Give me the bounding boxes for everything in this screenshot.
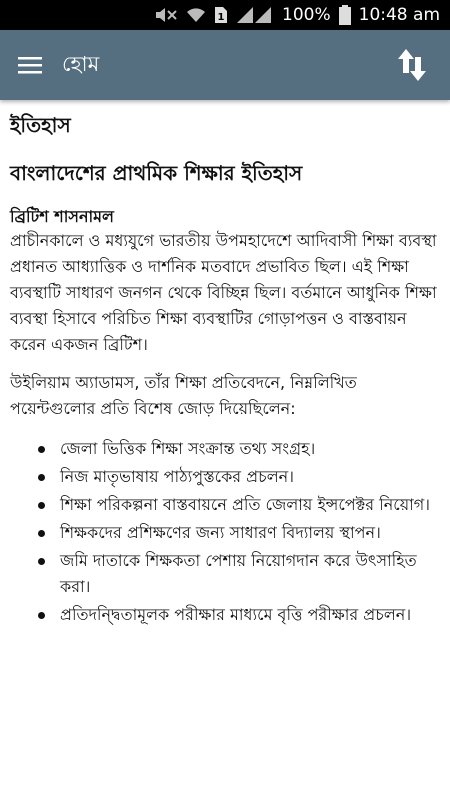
wifi-icon <box>186 6 206 24</box>
paragraph-adams: উইলিয়াম অ্যাডামস, তাঁর শিক্ষা প্রতিবেদনে, নিম্নলিখিত পয়েন্টগুলোর প্রতি বিশেষ জোড় দিয়েছিলেন: <box>10 373 357 418</box>
sub-heading: ব্রিটিশ শাসনামল <box>10 207 114 226</box>
list-item: প্রতিদন্দ্বিতামূলক পরীক্ষার মাধ্যমে বৃত্তি পরীক্ষার প্রচলন। <box>36 602 440 628</box>
clock-time: 10:48 am <box>358 5 440 25</box>
list-item: জমি দাতাকে শিক্ষকতা পেশায় নিয়োগদান করে উৎসাহিত করা। <box>36 548 440 600</box>
paragraph-intro: প্রাচীনকালে ও মধ্যযুগে ভারতীয় উপমহাদেশে আদিবাসী শিক্ষা ব্যবস্থা প্রধানত আধ্যাত্তিক ও দার্শনিক মতবাদে প্রভাবিত ছিল। এই শিক্ষা ব্যবস্থাটি সাধারণ জনগন থেকে বিচ্ছিন্ন ছিল। বর্তমানে আধুনিক শিক্ষা ব্যবস্থা হিসাবে পরিচিত শিক্ষা ব্যবস্থাটির গোড়াপত্তন ও বাস্তবায়ন করেন একজন ব্রিটিশ। <box>10 231 437 354</box>
sim-badge: 1 <box>217 12 225 23</box>
status-bar <box>0 0 450 30</box>
sim-icon <box>214 6 228 24</box>
list-item: নিজ মাতৃভাষায় পাঠ্যপুস্তকের প্রচলন। <box>36 464 440 490</box>
hamburger-menu-icon[interactable] <box>16 51 44 79</box>
page-heading: বাংলাদেশের প্রাথমিক শিক্ষার ইতিহাস <box>10 161 303 185</box>
battery-icon <box>339 5 351 25</box>
sync-arrows-icon[interactable] <box>390 43 434 87</box>
list-item: শিক্ষকদের প্রশিক্ষণের জন্য সাধারণ বিদ্যালয় স্থাপন। <box>36 520 440 546</box>
app-title: হোম <box>62 51 100 76</box>
battery-percent: 100% <box>282 5 331 25</box>
bullet-list <box>10 436 440 628</box>
section-heading: ইতিহাস <box>10 113 71 137</box>
mute-icon <box>154 6 178 24</box>
list-item: জেলা ভিত্তিক শিক্ষা সংক্রান্ত তথ্য সংগ্রহ। <box>36 436 440 462</box>
signal-icon <box>236 6 272 24</box>
article-content <box>0 112 450 628</box>
app-bar <box>0 30 450 100</box>
list-item: শিক্ষা পরিকল্পনা বাস্তবায়নে প্রতি জেলায় ইন্সপেক্টর নিয়োগ। <box>36 492 440 518</box>
